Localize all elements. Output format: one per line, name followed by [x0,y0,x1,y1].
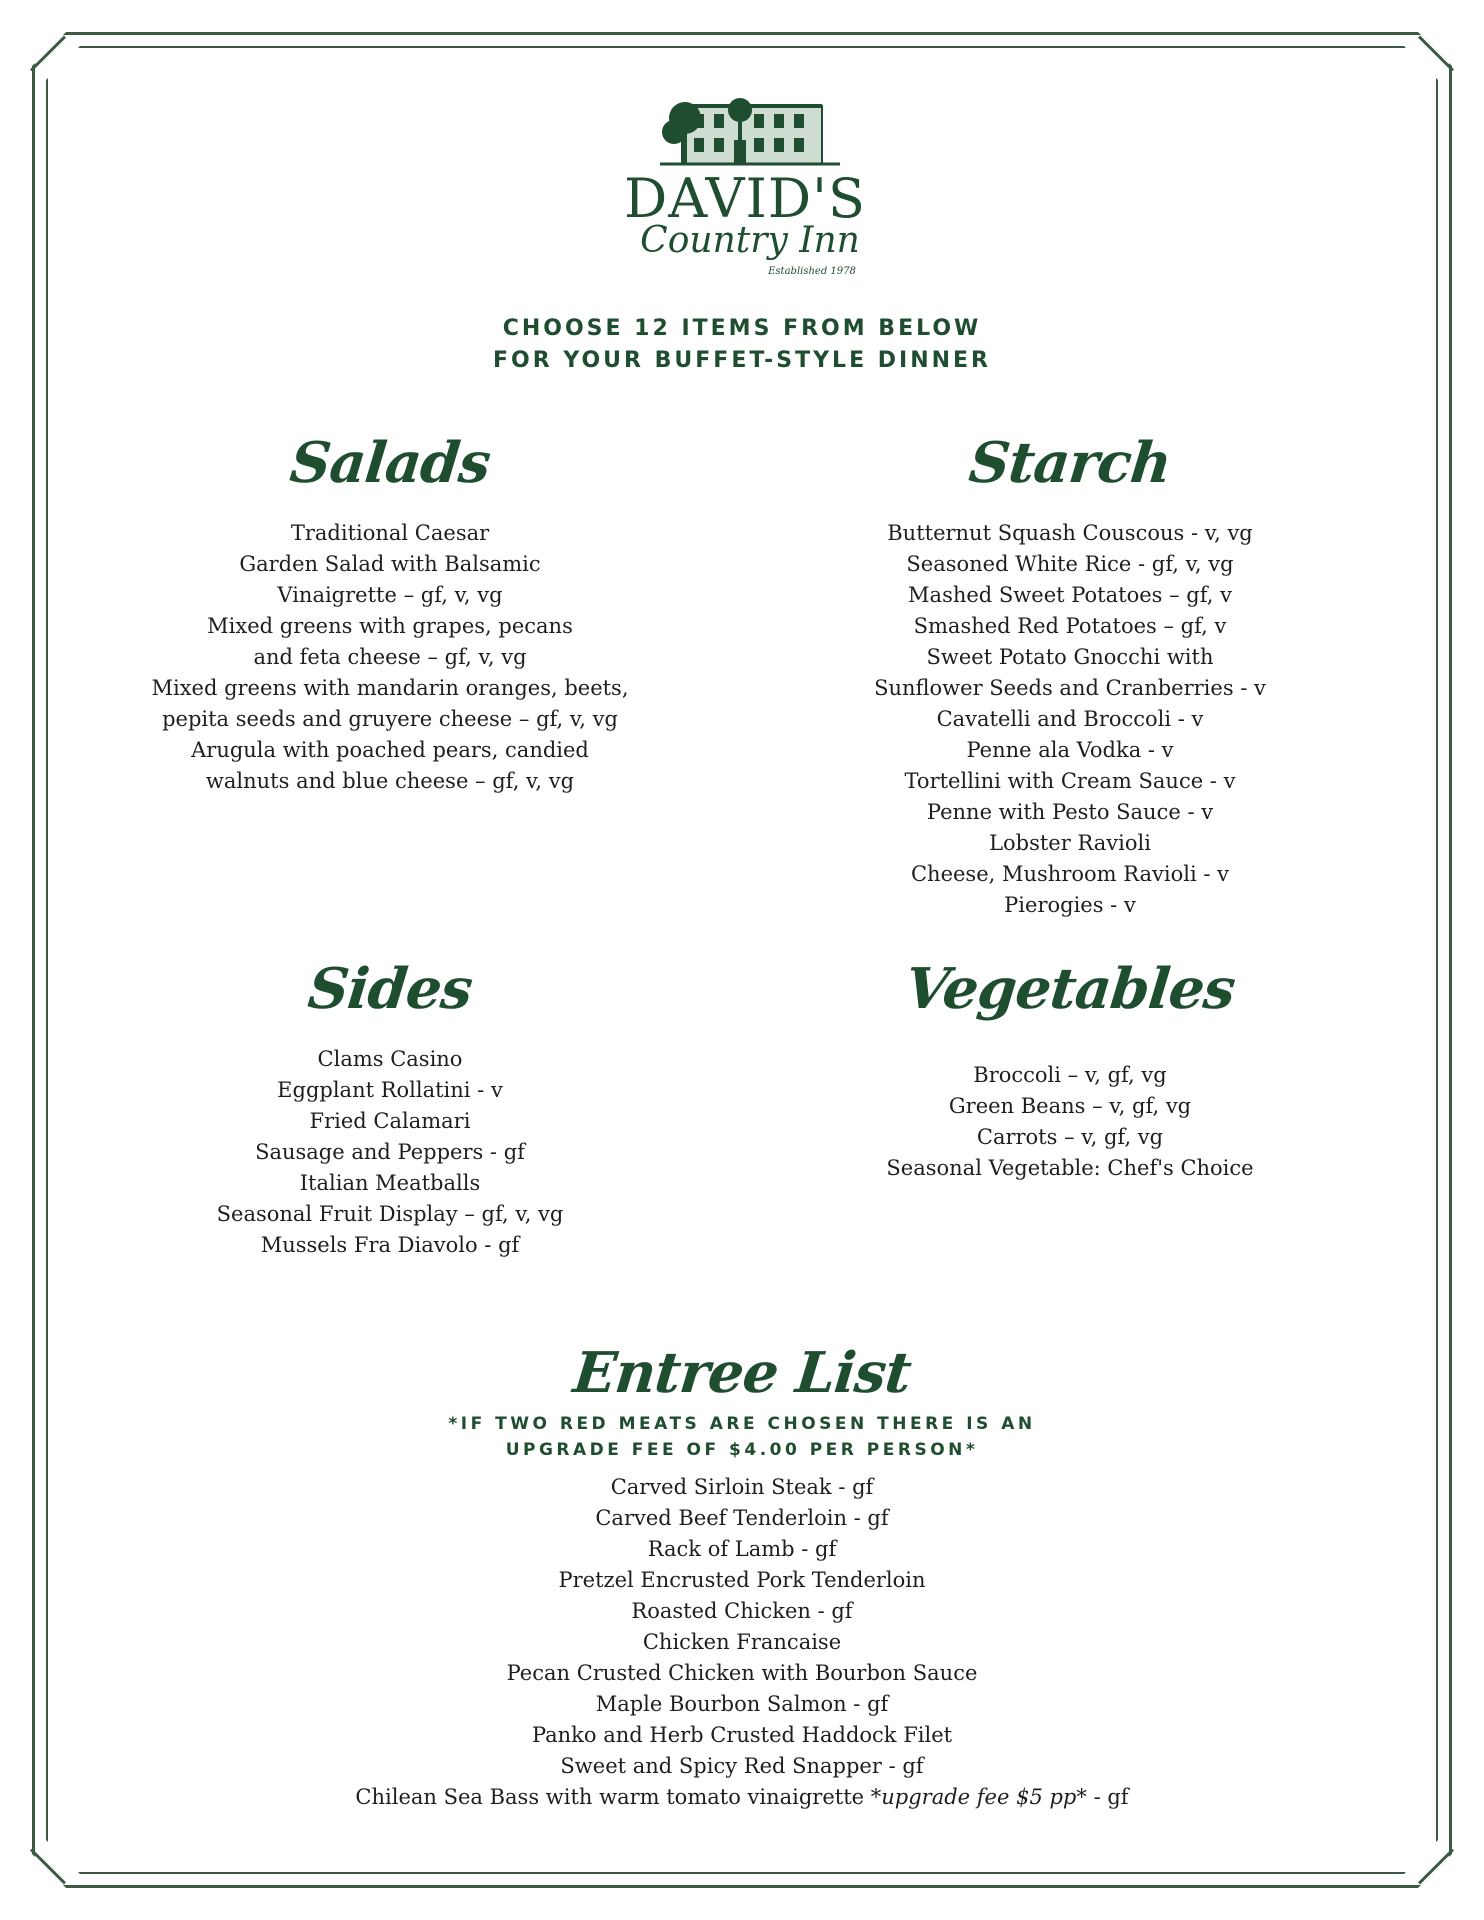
list-item: Roasted Chicken - gf [631,1599,853,1623]
vegetables-title: Vegetables [902,956,1238,1022]
list-item: Sausage and Peppers - gf [255,1140,525,1164]
list-item: Panko and Herb Crusted Haddock Filet [531,1723,953,1747]
sides-title: Sides [305,956,475,1022]
list-item-sea-bass [190,1782,1294,1813]
davids-country-inn-logo [590,92,900,292]
headline-line-1: CHOOSE 12 ITEMS FROM BELOW [502,316,982,341]
list-item: Fried Calamari [309,1109,471,1133]
list-item: Cavatelli and Broccoli - v [936,707,1204,731]
sea-bass-upgrade-note: *upgrade fee $5 pp* [870,1785,1087,1809]
salads-title: Salads [287,430,493,496]
list-item: Tortellini with Cream Sauce - v [904,769,1236,793]
list-item: Seasonal Fruit Display – gf, v, vg [216,1202,564,1226]
logo-subtitle: Country Inn [640,220,860,261]
entree-title: Entree List [570,1340,914,1406]
list-item: Seasoned White Rice - gf, v, vg [906,552,1234,576]
entree-note-line-1: *IF TWO RED MEATS ARE CHOSEN THERE IS AN [448,1414,1036,1434]
list-item: Mussels Fra Diavolo - gf [260,1233,520,1257]
inn-building-icon [660,98,840,164]
list-item: Penne with Pesto Sauce - v [926,800,1214,824]
list-item: Lobster Ravioli [989,831,1151,855]
list-item: Sunflower Seeds and Cranberries - v [874,676,1266,700]
list-item: Garden Salad with Balsamic [239,552,541,576]
list-item: Arugula with poached pears, candied [191,738,589,762]
headline-line-2: FOR YOUR BUFFET-STYLE DINNER [493,348,991,373]
list-item: pepita seeds and gruyere cheese – gf, v, vg [162,707,618,731]
list-item: Clams Casino [317,1047,463,1071]
list-item: Smashed Red Potatoes – gf, v [913,614,1227,638]
list-item: Carrots – v, gf, vg [976,1125,1164,1149]
list-item: Penne ala Vodka - v [966,738,1174,762]
list-item: Pecan Crusted Chicken with Bourbon Sauce [506,1661,978,1685]
list-item: Pretzel Encrusted Pork Tenderloin [558,1568,926,1592]
list-item: Chicken Francaise [642,1630,842,1654]
list-item: Cheese, Mushroom Ravioli - v [910,862,1230,886]
entree-list [190,1472,1294,1813]
list-item: Broccoli – v, gf, vg [973,1063,1167,1087]
sides-list [90,1044,690,1261]
starch-title: Starch [966,430,1174,496]
list-item: Carved Sirloin Steak - gf [610,1475,874,1499]
entree-note-line-2: UPGRADE FEE OF $4.00 PER PERSON* [505,1440,979,1460]
list-item: Mixed greens with mandarin oranges, beets, [151,676,629,700]
list-item: Sweet and Spicy Red Snapper - gf [560,1754,924,1778]
list-item: Italian Meatballs [299,1171,481,1195]
list-item: Maple Bourbon Salmon - gf [595,1692,889,1716]
list-item: walnuts and blue cheese – gf, v, vg [205,769,575,793]
list-item: Eggplant Rollatini - v [277,1078,503,1102]
vegetables-list [770,1060,1370,1184]
list-item: Seasonal Vegetable: Chef's Choice [886,1156,1254,1180]
list-item: Traditional Caesar [290,521,490,545]
salads-list [90,518,690,797]
list-item: and feta cheese – gf, v, vg [253,645,527,669]
list-item: Green Beans – v, gf, vg [948,1094,1192,1118]
list-item: Pierogies - v [1004,893,1136,917]
logo-established: Established 1978 [768,266,856,277]
list-item: Mashed Sweet Potatoes – gf, v [908,583,1232,607]
sea-bass-suffix: - gf [1093,1785,1129,1809]
list-item: Rack of Lamb - gf [647,1537,837,1561]
sea-bass-text: Chilean Sea Bass with warm tomato vinaigrette [355,1785,865,1809]
list-item: Butternut Squash Couscous - v, vg [887,521,1253,545]
starch-list [770,518,1370,921]
list-item: Carved Beef Tenderloin - gf [595,1506,889,1530]
list-item: Vinaigrette – gf, v, vg [277,583,503,607]
list-item: Sweet Potato Gnocchi with [926,645,1214,669]
list-item: Mixed greens with grapes, pecans [207,614,573,638]
logo-wordmark: DAVID'S [623,167,867,230]
